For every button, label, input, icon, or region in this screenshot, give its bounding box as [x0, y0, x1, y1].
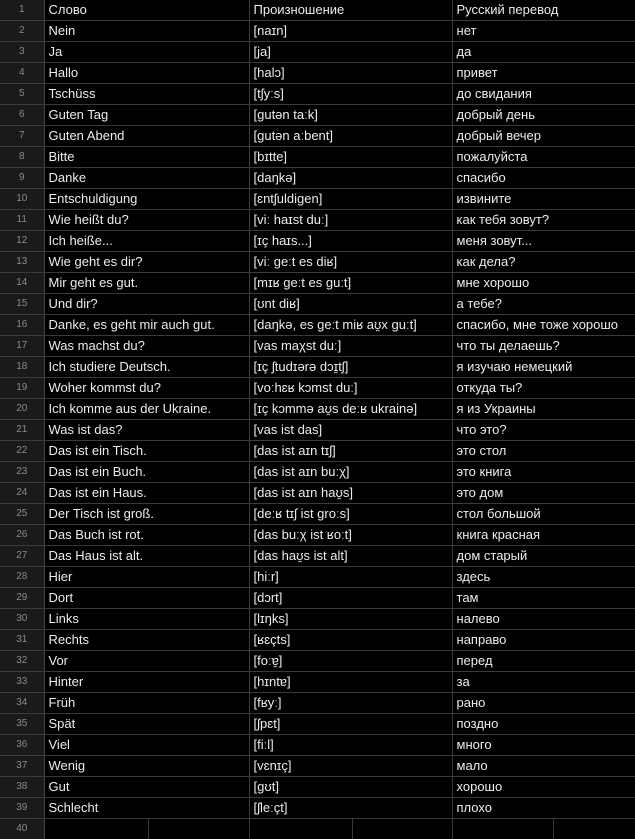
cell-pronunciation[interactable]: [tʃyːs]	[249, 84, 452, 105]
cell-translation[interactable]: это книга	[452, 462, 635, 483]
cell-pronunciation[interactable]: [vas maχst duː]	[249, 336, 452, 357]
cell-pronunciation[interactable]: [dɔrt]	[249, 588, 452, 609]
row-number[interactable]: 3	[0, 42, 44, 63]
table-row	[0, 84, 635, 105]
row-number[interactable]: 26	[0, 525, 44, 546]
cell-translation[interactable]: здесь	[452, 567, 635, 588]
row-number[interactable]: 13	[0, 252, 44, 273]
header-row	[0, 0, 635, 21]
empty-cell[interactable]	[148, 819, 249, 839]
cell-word[interactable]: Danke, es geht mir auch gut.	[44, 315, 249, 336]
cell-word[interactable]: Hallo	[44, 63, 249, 84]
row-number[interactable]: 16	[0, 315, 44, 336]
table-row	[0, 735, 635, 756]
cell-translation[interactable]: это дом	[452, 483, 635, 504]
cell-translation[interactable]: меня зовут...	[452, 231, 635, 252]
cell-word[interactable]: Ja	[44, 42, 249, 63]
empty-cell[interactable]	[352, 819, 452, 839]
cell-pronunciation[interactable]: [das ist aɪn haʊ̯s]	[249, 483, 452, 504]
row-number[interactable]: 38	[0, 777, 44, 798]
cell-pronunciation[interactable]: [halɔ]	[249, 63, 452, 84]
cell-word[interactable]: Rechts	[44, 630, 249, 651]
cell-word[interactable]: Das Buch ist rot.	[44, 525, 249, 546]
row-number[interactable]: 6	[0, 105, 44, 126]
cell-pronunciation[interactable]: [naɪn]	[249, 21, 452, 42]
cell-translation[interactable]: пожалуйста	[452, 147, 635, 168]
empty-cell[interactable]	[44, 819, 148, 839]
row-number[interactable]: 5	[0, 84, 44, 105]
cell-pronunciation[interactable]: [ʃpɛt]	[249, 714, 452, 735]
cell-translation[interactable]: откуда ты?	[452, 378, 635, 399]
cell-translation[interactable]: это стол	[452, 441, 635, 462]
row-number[interactable]: 7	[0, 126, 44, 147]
cell-word[interactable]: Hinter	[44, 672, 249, 693]
cell-pronunciation[interactable]: [ʁɛçts]	[249, 630, 452, 651]
cell-pronunciation[interactable]: [viː geːt es diʁ]	[249, 252, 452, 273]
row-number[interactable]: 18	[0, 357, 44, 378]
row-number[interactable]: 35	[0, 714, 44, 735]
table-row	[0, 546, 635, 567]
table-row	[0, 693, 635, 714]
row-number[interactable]: 22	[0, 441, 44, 462]
cell-translation[interactable]: привет	[452, 63, 635, 84]
cell-translation[interactable]: там	[452, 588, 635, 609]
row-number[interactable]: 4	[0, 63, 44, 84]
cell-pronunciation[interactable]: [das ist aɪn tɪʃ]	[249, 441, 452, 462]
table-row	[0, 420, 635, 441]
table-row	[0, 273, 635, 294]
table-row	[0, 252, 635, 273]
cell-translation[interactable]: я изучаю немецкий	[452, 357, 635, 378]
table-row	[0, 756, 635, 777]
row-number[interactable]: 14	[0, 273, 44, 294]
cell-translation[interactable]: добрый вечер	[452, 126, 635, 147]
cell-word[interactable]: Links	[44, 609, 249, 630]
table-row	[0, 168, 635, 189]
cell-word[interactable]: Spät	[44, 714, 249, 735]
cell-translation[interactable]: спасибо, мне тоже хорошо	[452, 315, 635, 336]
cell-pronunciation[interactable]: [daŋkə]	[249, 168, 452, 189]
row-number[interactable]: 37	[0, 756, 44, 777]
table-row	[0, 210, 635, 231]
cell-pronunciation[interactable]: [ʃleːçt]	[249, 798, 452, 819]
row-number[interactable]: 19	[0, 378, 44, 399]
cell-word[interactable]: Was machst du?	[44, 336, 249, 357]
table-row	[0, 63, 635, 84]
cell-word[interactable]: Nein	[44, 21, 249, 42]
cell-pronunciation[interactable]: [fiːl]	[249, 735, 452, 756]
row-number[interactable]: 36	[0, 735, 44, 756]
table-row	[0, 336, 635, 357]
cell-word[interactable]: Vor	[44, 651, 249, 672]
table-row	[0, 651, 635, 672]
cell-translation[interactable]: мало	[452, 756, 635, 777]
cell-pronunciation[interactable]: [hiːr]	[249, 567, 452, 588]
row-number[interactable]: 17	[0, 336, 44, 357]
cell-word[interactable]: Früh	[44, 693, 249, 714]
table-row	[0, 714, 635, 735]
cell-word[interactable]: Ich studiere Deutsch.	[44, 357, 249, 378]
table-row	[0, 504, 635, 525]
cell-pronunciation[interactable]: [ɪç haɪs...]	[249, 231, 452, 252]
cell-word[interactable]: Schlecht	[44, 798, 249, 819]
table-row	[0, 105, 635, 126]
cell-translation[interactable]: как тебя зовут?	[452, 210, 635, 231]
cell-word[interactable]: Wie geht es dir?	[44, 252, 249, 273]
cell-pronunciation[interactable]: [foːɐ̯]	[249, 651, 452, 672]
cell-word[interactable]: Gut	[44, 777, 249, 798]
cell-pronunciation[interactable]: [ɪç kɔmmə aʊ̯s deːʁ ukrainə]	[249, 399, 452, 420]
row-number[interactable]: 24	[0, 483, 44, 504]
cell-pronunciation[interactable]: [fʁyː]	[249, 693, 452, 714]
cell-word[interactable]: Entschuldigung	[44, 189, 249, 210]
cell-word[interactable]: Guten Tag	[44, 105, 249, 126]
row-number[interactable]: 21	[0, 420, 44, 441]
cell-translation[interactable]: направо	[452, 630, 635, 651]
empty-cell[interactable]	[249, 819, 352, 839]
table-row	[0, 21, 635, 42]
cell-translation[interactable]: дом старый	[452, 546, 635, 567]
cell-pronunciation[interactable]: [mɪʁ geːt es guːt]	[249, 273, 452, 294]
row-number[interactable]: 1	[0, 0, 44, 21]
cell-word[interactable]: Und dir?	[44, 294, 249, 315]
cell-translation[interactable]: я из Украины	[452, 399, 635, 420]
table-row	[0, 42, 635, 63]
cell-translation[interactable]: что ты делаешь?	[452, 336, 635, 357]
row-number[interactable]: 40	[0, 819, 44, 839]
table-row	[0, 777, 635, 798]
table-row	[0, 126, 635, 147]
cell-translation[interactable]: что это?	[452, 420, 635, 441]
table-row	[0, 147, 635, 168]
table-row	[0, 483, 635, 504]
cell-word[interactable]: Guten Abend	[44, 126, 249, 147]
cell-translation[interactable]: хорошо	[452, 777, 635, 798]
cell-pronunciation[interactable]: [gutən taːk]	[249, 105, 452, 126]
empty-cell[interactable]	[553, 819, 635, 839]
cell-pronunciation[interactable]: [ɪç ʃtudɪərə dɔɪ̯tʃ]	[249, 357, 452, 378]
row-number[interactable]: 32	[0, 651, 44, 672]
cell-translation[interactable]: за	[452, 672, 635, 693]
cell-word[interactable]: Tschüss	[44, 84, 249, 105]
row-number[interactable]: 34	[0, 693, 44, 714]
cell-word[interactable]: Hier	[44, 567, 249, 588]
table-row	[0, 231, 635, 252]
row-number[interactable]: 2	[0, 21, 44, 42]
cell-translation[interactable]: нет	[452, 21, 635, 42]
cell-word[interactable]: Ich heiße...	[44, 231, 249, 252]
row-number[interactable]: 9	[0, 168, 44, 189]
table-row	[0, 819, 635, 839]
cell-translation[interactable]: перед	[452, 651, 635, 672]
cell-translation[interactable]: до свидания	[452, 84, 635, 105]
table-row	[0, 525, 635, 546]
cell-translation[interactable]: книга красная	[452, 525, 635, 546]
cell-pronunciation[interactable]: [vas ist das]	[249, 420, 452, 441]
cell-pronunciation[interactable]: [das haʊ̯s ist alt]	[249, 546, 452, 567]
cell-word[interactable]: Das ist ein Tisch.	[44, 441, 249, 462]
cell-translation[interactable]: налево	[452, 609, 635, 630]
cell-pronunciation[interactable]: [viː haɪst duː]	[249, 210, 452, 231]
table-row	[0, 609, 635, 630]
cell-word[interactable]: Mir geht es gut.	[44, 273, 249, 294]
cell-translation[interactable]: плохо	[452, 798, 635, 819]
cell-translation[interactable]: добрый день	[452, 105, 635, 126]
row-number[interactable]: 27	[0, 546, 44, 567]
row-number[interactable]: 10	[0, 189, 44, 210]
column-header-word[interactable]: Слово	[44, 0, 249, 21]
row-number[interactable]: 30	[0, 609, 44, 630]
cell-translation[interactable]: много	[452, 735, 635, 756]
cell-translation[interactable]: извините	[452, 189, 635, 210]
cell-word[interactable]: Wenig	[44, 756, 249, 777]
cell-word[interactable]: Danke	[44, 168, 249, 189]
cell-pronunciation[interactable]: [lɪŋks]	[249, 609, 452, 630]
table-row	[0, 588, 635, 609]
column-header-translation[interactable]: Русский перевод	[452, 0, 635, 21]
row-number[interactable]: 33	[0, 672, 44, 693]
table-row	[0, 357, 635, 378]
row-number[interactable]: 20	[0, 399, 44, 420]
table-row	[0, 462, 635, 483]
cell-pronunciation[interactable]: [daŋkə, es geːt miʁ aʊ̯x guːt]	[249, 315, 452, 336]
cell-translation[interactable]: поздно	[452, 714, 635, 735]
row-number[interactable]: 12	[0, 231, 44, 252]
cell-word[interactable]: Bitte	[44, 147, 249, 168]
cell-translation[interactable]: а тебе?	[452, 294, 635, 315]
table-row	[0, 672, 635, 693]
row-number[interactable]: 29	[0, 588, 44, 609]
cell-word[interactable]: Dort	[44, 588, 249, 609]
cell-pronunciation[interactable]: [deːʁ tɪʃ ist groːs]	[249, 504, 452, 525]
cell-word[interactable]: Der Tisch ist groß.	[44, 504, 249, 525]
row-number[interactable]: 8	[0, 147, 44, 168]
table-row	[0, 189, 635, 210]
table-row	[0, 798, 635, 819]
cell-translation[interactable]: как дела?	[452, 252, 635, 273]
cell-translation[interactable]: спасибо	[452, 168, 635, 189]
cell-translation[interactable]: мне хорошо	[452, 273, 635, 294]
row-number[interactable]: 15	[0, 294, 44, 315]
cell-word[interactable]: Das ist ein Haus.	[44, 483, 249, 504]
cell-word[interactable]: Viel	[44, 735, 249, 756]
cell-pronunciation[interactable]: [ja]	[249, 42, 452, 63]
table-row	[0, 315, 635, 336]
cell-word[interactable]: Ich komme aus der Ukraine.	[44, 399, 249, 420]
cell-translation[interactable]: стол большой	[452, 504, 635, 525]
cell-word[interactable]: Woher kommst du?	[44, 378, 249, 399]
table-row	[0, 399, 635, 420]
cell-pronunciation[interactable]: [gʊt]	[249, 777, 452, 798]
row-number[interactable]: 25	[0, 504, 44, 525]
row-number[interactable]: 28	[0, 567, 44, 588]
cell-word[interactable]: Was ist das?	[44, 420, 249, 441]
cell-word[interactable]: Wie heißt du?	[44, 210, 249, 231]
cell-pronunciation[interactable]: [gutən aːbent]	[249, 126, 452, 147]
table-row	[0, 630, 635, 651]
cell-translation[interactable]: рано	[452, 693, 635, 714]
row-number[interactable]: 31	[0, 630, 44, 651]
cell-pronunciation[interactable]: [das ist aɪn buːχ]	[249, 462, 452, 483]
row-number[interactable]: 11	[0, 210, 44, 231]
row-number[interactable]: 23	[0, 462, 44, 483]
cell-pronunciation[interactable]: [hɪntɐ]	[249, 672, 452, 693]
cell-pronunciation[interactable]: [vɛnɪç]	[249, 756, 452, 777]
cell-pronunciation[interactable]: [ɛntʃuldigen]	[249, 189, 452, 210]
cell-pronunciation[interactable]: [ʊnt diʁ]	[249, 294, 452, 315]
empty-cell[interactable]	[452, 819, 553, 839]
table-row	[0, 441, 635, 462]
column-header-pronunciation[interactable]: Произношение	[249, 0, 452, 21]
cell-pronunciation[interactable]: [voːhɛʁ kɔmst duː]	[249, 378, 452, 399]
cell-pronunciation[interactable]: [das buːχ ist ʁoːt]	[249, 525, 452, 546]
row-number[interactable]: 39	[0, 798, 44, 819]
cell-translation[interactable]: да	[452, 42, 635, 63]
cell-pronunciation[interactable]: [bɪtte]	[249, 147, 452, 168]
table-row	[0, 567, 635, 588]
cell-word[interactable]: Das Haus ist alt.	[44, 546, 249, 567]
table-row	[0, 378, 635, 399]
cell-word[interactable]: Das ist ein Buch.	[44, 462, 249, 483]
table-row	[0, 294, 635, 315]
